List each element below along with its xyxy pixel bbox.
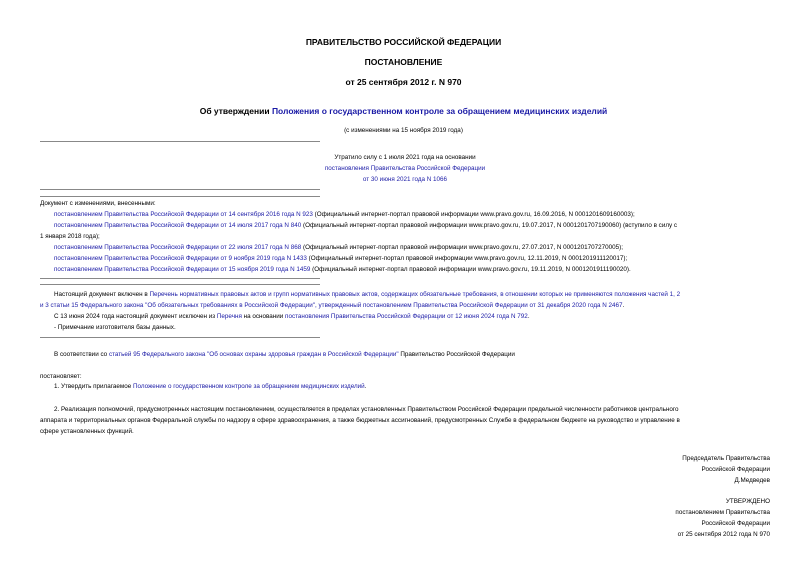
- divider: [40, 196, 320, 197]
- divider: [40, 141, 320, 142]
- signature-name: Д.Медведев: [734, 477, 770, 484]
- doc-type-heading: ПОСТАНОВЛЕНИЕ: [364, 57, 443, 67]
- change-item-continuation: [40, 231, 780, 242]
- exclusion-text: на основании: [241, 313, 286, 320]
- approval-block: [675, 496, 770, 540]
- change-details: (Официальный интернет-портал правовой информации www.pravo.gov.ru, 12.11.2019, N 0001201911120017);: [306, 255, 628, 262]
- item-2-line: сфере установленных функций.: [40, 428, 134, 435]
- regulation-link[interactable]: Положение о государственном контроле за обращением медицинских изделий: [132, 383, 365, 390]
- change-item: [40, 264, 780, 275]
- amendment-note: (с изменениями на 15 ноября 2019 года): [344, 127, 463, 134]
- approval-line: постановлением Правительства: [675, 509, 770, 516]
- doc-date-number: от 25 сентября 2012 г. N 970: [345, 77, 462, 87]
- item-1: [54, 381, 366, 392]
- signature-block: [682, 453, 770, 486]
- expiry-link[interactable]: от 30 июня 2021 года N 1066: [362, 176, 448, 183]
- change-details: (Официальный интернет-портал правовой информации www.pravo.gov.ru, 19.07.2017, N 0001201707190060) (вступило в силу с: [301, 222, 678, 229]
- change-details: (Официальный интернет-портал правовой информации www.pravo.gov.ru, 16.09.2016, N 0001201609160003);: [312, 211, 635, 218]
- item-2-line: 2. Реализация полномочий, предусмотренных настоящим постановлением, осуществляется в пределах установленных Правительством Российской Федерации предельной численности работников центрального: [54, 406, 679, 413]
- divider: [40, 189, 320, 190]
- exclusion-paragraph: [40, 311, 780, 322]
- approval-title: УТВЕРЖДЕНО: [725, 498, 770, 505]
- item-2: [40, 404, 780, 437]
- change-link[interactable]: постановлением Правительства Российской Федерации от 9 ноября 2019 года N 1433: [54, 255, 307, 262]
- exclusion-text: С 13 июня 2024 года настоящий документ исключен из: [54, 313, 217, 320]
- change-link[interactable]: постановлением Правительства Российской Федерации от 14 сентября 2016 года N 923: [54, 211, 313, 218]
- item-2-line: аппарата и территориальных органов Федеральной службы по надзору в сфере здравоохранения, а также бюджетных ассигнований, предусмотренных Службе в федеральном бюджете на руководство и управление в: [40, 417, 680, 424]
- title-prefix: Об утверждении: [199, 106, 272, 116]
- inclusion-text: .: [622, 302, 625, 309]
- item-1-text: .: [364, 383, 367, 390]
- government-heading: ПРАВИТЕЛЬСТВО РОССИЙСКОЙ ФЕДЕРАЦИИ: [305, 37, 502, 47]
- change-item: [40, 220, 780, 231]
- change-item: [40, 209, 780, 220]
- change-details: 1 января 2018 года);: [40, 233, 100, 240]
- document-title: [0, 106, 807, 116]
- law-article-link[interactable]: статьей 95 Федерального закона "Об основах охраны здоровья граждан в Российской Федерации": [108, 351, 399, 358]
- change-details: (Официальный интернет-портал правовой информации www.pravo.gov.ru, 19.11.2019, N 0001201911190020).: [310, 266, 631, 273]
- exclusion-list-link[interactable]: Перечня: [216, 313, 242, 320]
- inclusion-notes: [40, 289, 780, 333]
- changes-list: [40, 209, 780, 275]
- change-item: [40, 253, 780, 264]
- preamble: [54, 349, 515, 360]
- decides-text: постановляет:: [40, 373, 82, 380]
- change-link[interactable]: постановлением Правительства Российской Федерации от 14 июля 2017 года N 840: [54, 222, 302, 229]
- title-link[interactable]: Положения о государственном контроле за обращением медицинских изделий: [271, 106, 608, 116]
- inclusion-law-link[interactable]: и 3 статьи 15 Федерального закона "Об обязательных требованиях в Российской Федерации", утвержденный постановлением Правительства Российской Федерации от 31 декабря 2020 года N 2467: [40, 302, 623, 309]
- change-link[interactable]: постановлением Правительства Российской Федерации от 22 июля 2017 года N 868: [54, 244, 302, 251]
- signature-position: Председатель Правительства: [682, 455, 770, 462]
- expiry-line: Утратило силу с 1 июля 2021 года на основании: [334, 154, 476, 161]
- approval-date: от 25 сентября 2012 года N 970: [677, 531, 770, 538]
- approval-line: Российской Федерации: [701, 520, 770, 527]
- divider: [40, 337, 320, 338]
- divider: [40, 278, 320, 279]
- expiry-link[interactable]: постановления Правительства Российской Федерации: [324, 165, 486, 172]
- item-1-text: 1. Утвердить прилагаемое: [54, 383, 133, 390]
- preamble-text: Правительство Российской Федерации: [398, 351, 515, 358]
- divider: [40, 284, 320, 285]
- inclusion-text: Настоящий документ включен в: [54, 291, 150, 298]
- change-link[interactable]: постановлением Правительства Российской Федерации от 15 ноября 2019 года N 1459: [54, 266, 311, 273]
- inclusion-paragraph: [40, 289, 780, 300]
- change-item: [40, 242, 780, 253]
- exclusion-text: .: [527, 313, 530, 320]
- database-note: - Примечание изготовителя базы данных.: [54, 324, 176, 331]
- signature-org: Российской Федерации: [701, 466, 770, 473]
- change-details: (Официальный интернет-портал правовой информации www.pravo.gov.ru, 27.07.2017, N 0001201707270005);: [301, 244, 624, 251]
- changes-heading: Документ с изменениями, внесенными:: [40, 200, 156, 207]
- inclusion-paragraph-continuation: [40, 300, 780, 311]
- exclusion-decree-link[interactable]: постановления Правительства Российской Федерации от 12 июня 2024 года N 792: [285, 313, 528, 320]
- preamble-text: В соответствии со: [54, 351, 109, 358]
- expiry-notice: [300, 152, 510, 185]
- inclusion-list-link[interactable]: Перечень нормативных правовых актов и групп нормативных правовых актов, содержащих обязательные требования, в отношении которых не применяются положения частей 1, 2: [149, 291, 681, 298]
